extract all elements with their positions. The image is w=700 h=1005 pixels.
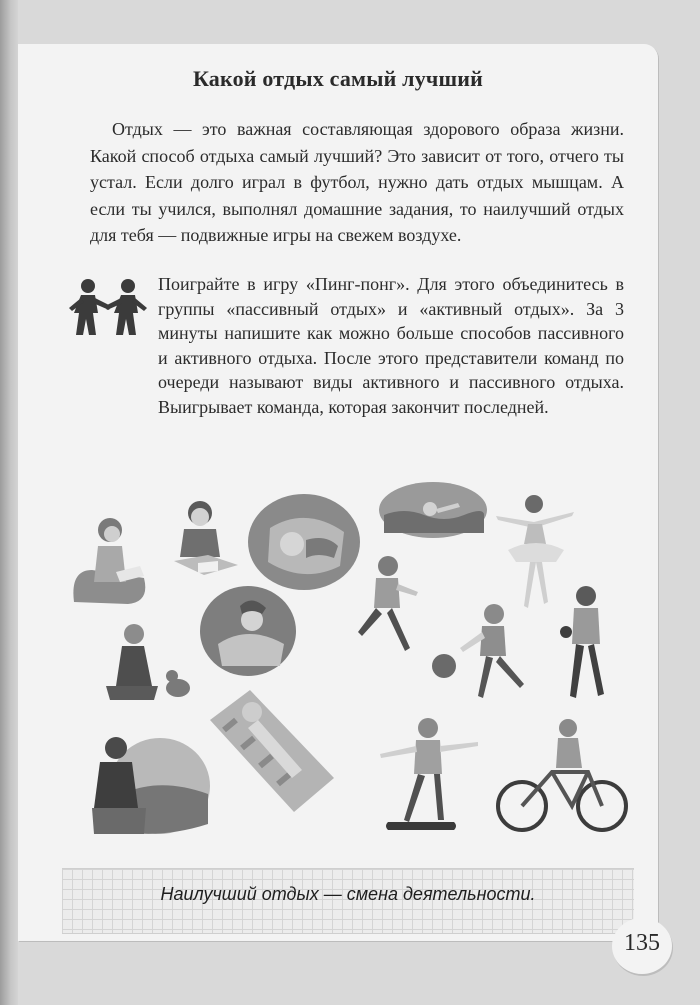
- page-number: 135: [624, 930, 660, 956]
- sleeping-child-illustration: [246, 488, 364, 592]
- girl-reading-illustration: [70, 514, 152, 606]
- running-boy-illustration: [348, 554, 424, 660]
- cycling-illustration: [494, 718, 630, 836]
- girl-with-cat-illustration: [96, 622, 196, 706]
- ball-playing-boy-illustration: [428, 600, 534, 702]
- task-paragraph: Поиграйте в игру «Пинг-понг». Для этого объединитесь в группы «пассивный отдых» и «активный отдых». За 3 минуты напишите как можно больше способов пассивного и активного отдыха. После этого представители команд по очереди называют виды активного и пассивного отдыха. Выигрывает команда, которая закончит последней.: [158, 274, 624, 417]
- boxing-boy-illustration: [558, 584, 620, 702]
- resting-girl-illustration: [198, 584, 298, 678]
- skateboarding-illustration: [374, 716, 484, 836]
- two-kids-playing-icon: [64, 276, 152, 342]
- sunbathing-illustration: [202, 686, 336, 816]
- textbook-page: [18, 44, 658, 941]
- man-on-hill-illustration: [78, 730, 210, 838]
- intro-paragraph: Отдых — это важная составляющая здорового образа жизни. Какой способ отдыха самый лучший? Это зависит от того, отчего ты устал. Если долго играл в футбол, нужно дать отдых мышцам. А если ты учился, выполнял домашние задания, то наилучший отдых для тебя — подвижные игры на свежем воздухе.: [90, 119, 624, 245]
- swimming-illustration: [378, 481, 488, 539]
- page-title: Какой отдых самый лучший: [192, 66, 484, 91]
- book-spine: [0, 0, 18, 1005]
- boy-reading-illustration: [168, 499, 242, 585]
- motto-caption: Наилучший отдых — смена деятельности.: [160, 884, 536, 904]
